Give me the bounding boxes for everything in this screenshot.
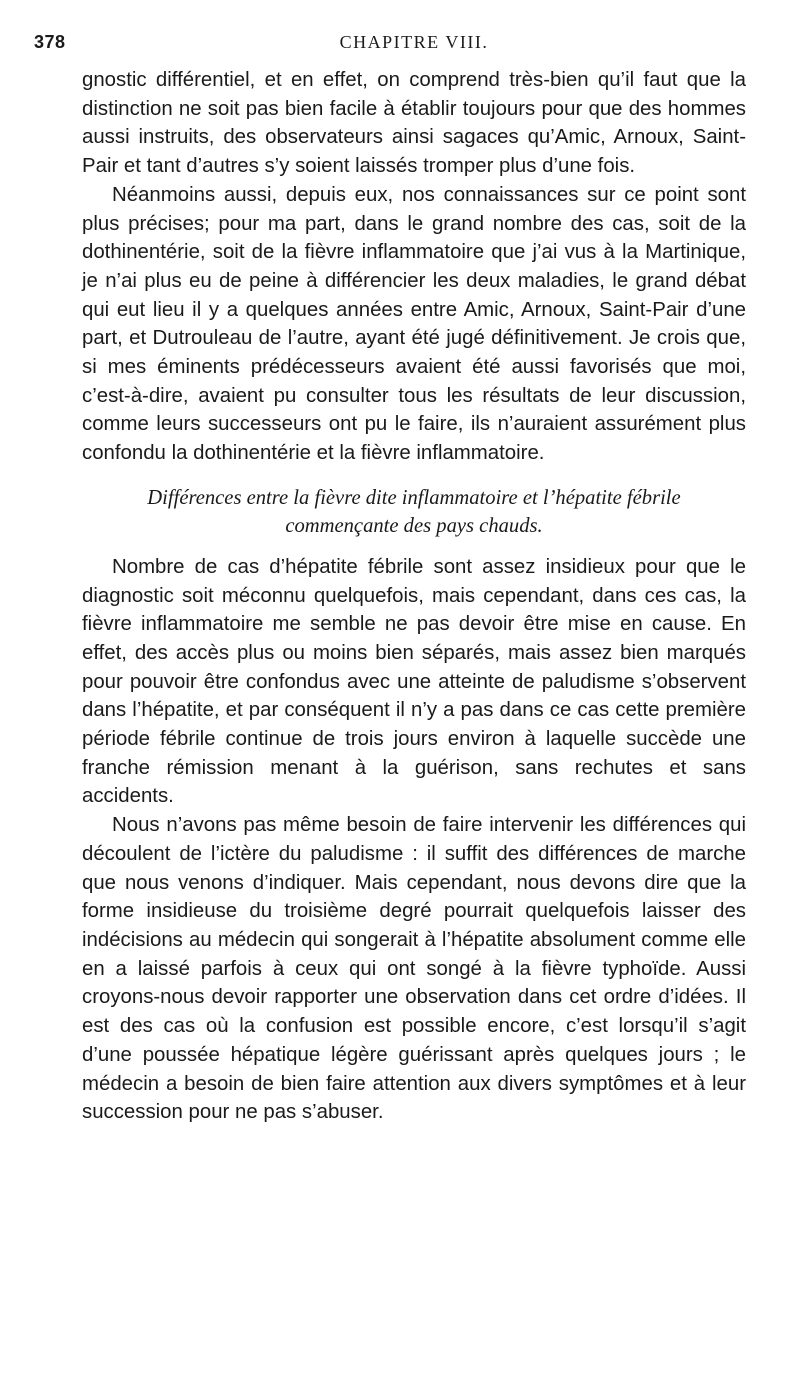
page-number: 378 xyxy=(34,32,66,52)
section-heading xyxy=(82,484,746,541)
running-head xyxy=(34,26,746,66)
book-page xyxy=(34,26,746,1127)
paragraph: Néanmoins aussi, depuis eux, nos connaissances sur ce point sont plus précises; pour ma part, dans le grand nombre des cas, soit de la dothinentérie, soit de la fièvre inflammatoire que j’ai vus à la Martinique, je n’ai plus eu de peine à différencier les deux maladies, le grand débat qui eut lieu il y a quelques années entre Amic, Arnoux, Saint-Pair d’une part, et Dutrouleau de l’autre, ayant été jugé définitivement. Je crois que, si mes éminents prédécesseurs avaient été aussi favorisés que moi, c’est-à-dire, avaient pu consulter tous les résultats de leur discussion, comme leurs successeurs ont pu le faire, ils n’auraient assurément plus confondu la dothinentérie et la fièvre inflammatoire. xyxy=(82,183,746,465)
section-heading-line-1: Différences entre la fièvre dite inflammatoire et l’hépatite fébrile xyxy=(147,486,681,509)
paragraph-continuation: gnostic différentiel, et en effet, on comprend très-bien qu’il faut que la distinction ne soit pas bien facile à établir toujours pour que des hommes aussi instruits, des observateurs ainsi sagaces qu’Amic, Arnoux, Saint-Pair et tant d’autres s’y soient laissés tromper plus d’une fois. xyxy=(82,69,746,178)
section-heading-line-2: commençante des pays chauds. xyxy=(285,515,543,538)
paragraph: Nous n’avons pas même besoin de faire intervenir les différences qui découlent de l’ictère du paludisme : il suffit des différences de marche que nous venons d’indiquer. Mais cependant, nous devons dire que la forme insidieuse du troisième degré pourrait quelquefois laisser des indécisions au médecin qui songerait à l’hépatite absolument comme elle en a laissé parfois à ceux qui ont songé à la fièvre typhoïde. Aussi croyons-nous devoir rapporter une observation dans cet ordre d’idées. Il est des cas où la confusion est possible encore, c’est lorsqu’il s’agit d’une poussée hépatique légère guérissant après quelques jours ; le médecin a besoin de bien faire attention aux divers symptômes et à leur succession pour ne pas s’abuser. xyxy=(82,814,746,1124)
paragraph: Nombre de cas d’hépatite fébrile sont assez insidieux pour que le diagnostic soit méconnu quelquefois, mais cependant, dans ces cas, la fièvre inflammatoire me semble ne pas devoir être mise en cause. En effet, des accès plus ou moins bien séparés, mais assez bien marqués pour pouvoir être confondus avec une atteinte de paludisme s’observent dans l’hépatite, et par conséquent il n’y a pas dans ce cas cette première période fébrile continue de trois jours environ à laquelle succède une franche rémission menant à la guérison, sans rechutes et sans accidents. xyxy=(82,555,746,808)
chapter-title: CHAPITRE VIII. xyxy=(339,32,489,52)
